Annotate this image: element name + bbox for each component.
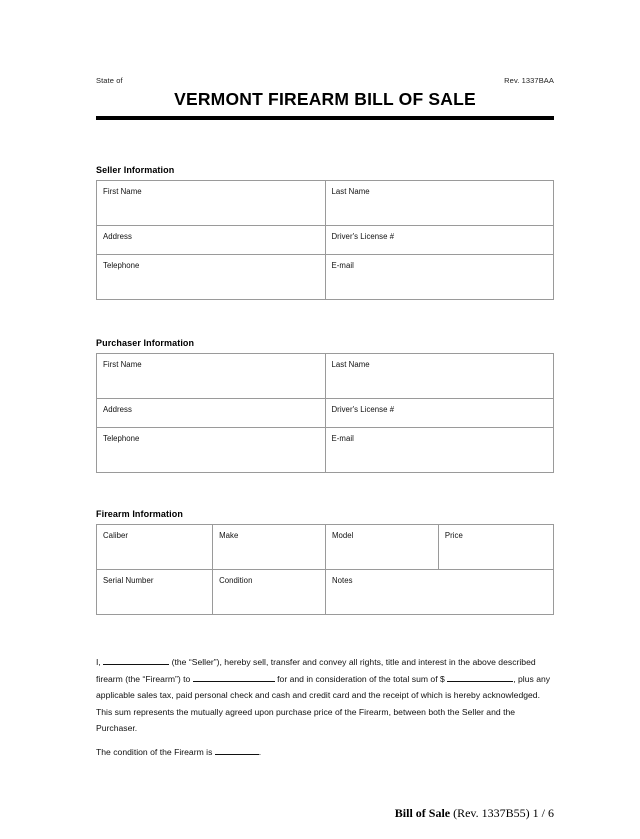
condition-paragraph	[96, 744, 558, 761]
purchaser-address-cell[interactable]: Address	[97, 399, 326, 428]
firearm-make-cell[interactable]: Make	[213, 525, 326, 570]
state-of-label: State of	[96, 76, 123, 85]
table-row	[97, 226, 554, 255]
purchaser-first-name-cell[interactable]: First Name	[97, 354, 326, 399]
title-divider	[96, 116, 554, 120]
header-revision-code: Rev. 1337BAA	[504, 76, 554, 85]
seller-section-heading: Seller Information	[96, 165, 175, 175]
footer-document-label: Bill of Sale	[394, 806, 451, 820]
document-header	[96, 76, 554, 86]
table-row	[97, 570, 554, 615]
firearm-notes-cell[interactable]: Notes	[325, 570, 553, 615]
table-row	[97, 428, 554, 473]
page-footer	[96, 806, 554, 821]
seller-email-cell[interactable]: E-mail	[325, 255, 554, 300]
firearm-price-cell[interactable]: Price	[438, 525, 553, 570]
purchaser-telephone-cell[interactable]: Telephone	[97, 428, 326, 473]
purchaser-name-blank[interactable]	[193, 681, 275, 682]
seller-telephone-cell[interactable]: Telephone	[97, 255, 326, 300]
agreement-text-part-3: for and in consideration of the total sum of $	[277, 673, 445, 684]
seller-last-name-cell[interactable]: Last Name	[325, 181, 554, 226]
agreement-text-part-2: (the “Seller”), hereby sell, transfer and convey all rights, title and interest in the above described firearm (the “Firearm”) to	[96, 657, 536, 684]
purchaser-section-heading: Purchaser Information	[96, 338, 195, 348]
footer-revision-code: (Rev. 1337B55) 1 / 6	[453, 806, 554, 820]
table-row	[97, 525, 554, 570]
table-row	[97, 181, 554, 226]
table-row	[97, 354, 554, 399]
firearm-condition-cell[interactable]: Condition	[213, 570, 326, 615]
seller-first-name-cell[interactable]: First Name	[97, 181, 326, 226]
seller-drivers-license-cell[interactable]: Driver's License #	[325, 226, 554, 255]
firearm-serial-number-cell[interactable]: Serial Number	[97, 570, 213, 615]
agreement-paragraph	[96, 654, 558, 737]
table-row	[97, 255, 554, 300]
purchaser-drivers-license-cell[interactable]: Driver's License #	[325, 399, 554, 428]
seller-information-section	[96, 164, 554, 300]
condition-text-label: The condition of the Firearm is	[96, 747, 213, 757]
agreement-text-part-1: I,	[96, 657, 101, 667]
purchaser-email-cell[interactable]: E-mail	[325, 428, 554, 473]
firearm-information-section	[96, 508, 554, 615]
purchaser-information-section	[96, 337, 554, 473]
purchaser-information-table	[96, 353, 554, 473]
firearm-condition-blank[interactable]	[215, 754, 259, 755]
sale-amount-blank[interactable]	[447, 681, 513, 682]
page-title: VERMONT FIREARM BILL OF SALE	[174, 89, 476, 109]
seller-information-table	[96, 180, 554, 300]
firearm-information-table	[96, 524, 554, 615]
condition-text-period: .	[258, 747, 262, 757]
firearm-caliber-cell[interactable]: Caliber	[97, 525, 213, 570]
seller-name-blank[interactable]	[103, 664, 169, 665]
firearm-model-cell[interactable]: Model	[325, 525, 438, 570]
table-row	[97, 399, 554, 428]
agreement-text-part-4: , plus any applicable sales tax, paid personal check and cash and credit card and the receipt of which is hereby acknowledged. This sum represents the mutually agreed upon purchase price of the Firearm, between both the Seller and the Purchaser.	[96, 673, 551, 734]
seller-address-cell[interactable]: Address	[97, 226, 326, 255]
purchaser-last-name-cell[interactable]: Last Name	[325, 354, 554, 399]
firearm-section-heading: Firearm Information	[96, 509, 183, 519]
